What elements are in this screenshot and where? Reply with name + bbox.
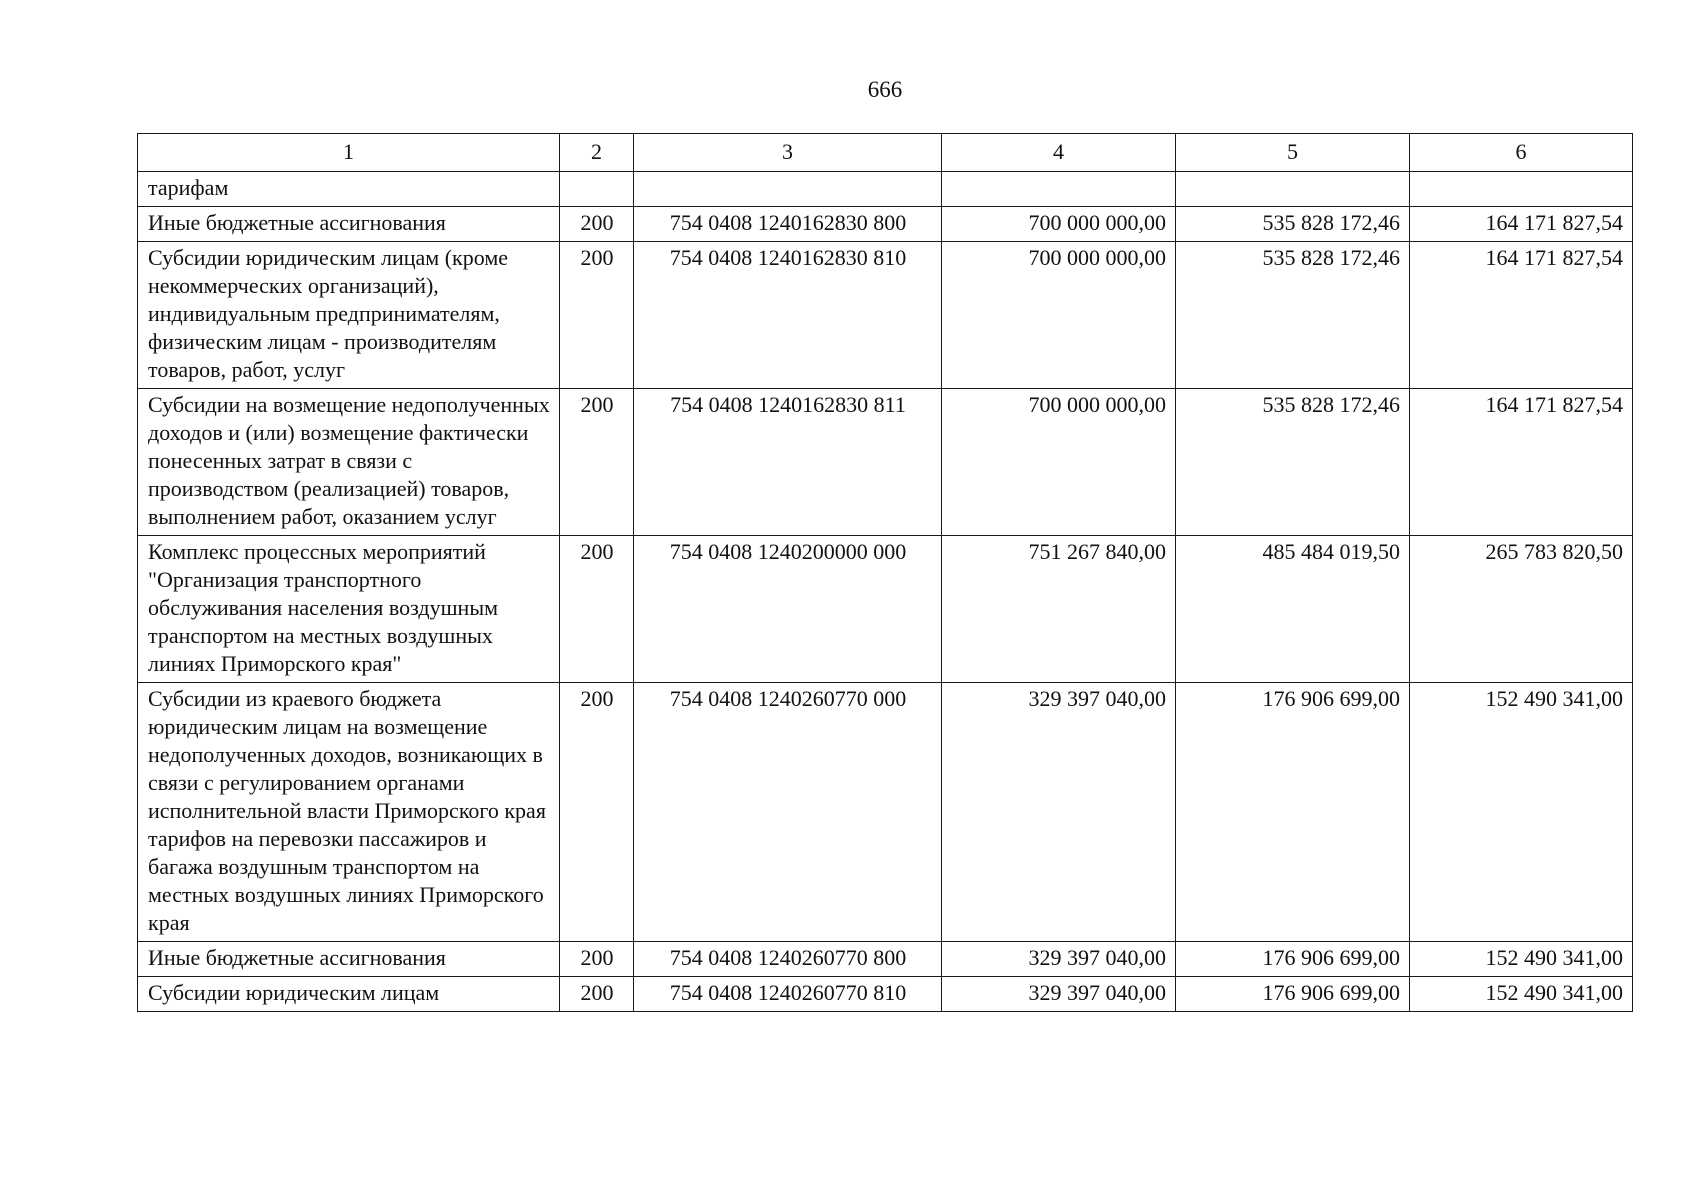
row-name-cell: Иные бюджетные ассигнования: [138, 942, 560, 977]
table-row: [138, 942, 1633, 977]
row-col2-cell: 200: [560, 242, 634, 389]
row-code-cell: 754 0408 1240162830 800: [634, 207, 942, 242]
row-executed-cell: 535 828 172,46: [1176, 242, 1410, 389]
row-name-cell: Субсидии юридическим лицам: [138, 977, 560, 1012]
row-remainder-cell: [1410, 172, 1633, 207]
row-remainder-cell: 164 171 827,54: [1410, 242, 1633, 389]
row-executed-cell: 176 906 699,00: [1176, 977, 1410, 1012]
row-code-cell: 754 0408 1240162830 810: [634, 242, 942, 389]
row-executed-cell: [1176, 172, 1410, 207]
row-name-cell: Комплекс процессных мероприятий "Организация транспортного обслуживания населения воздушным транспортом на местных воздушных линиях Приморского края": [138, 536, 560, 683]
row-executed-cell: 535 828 172,46: [1176, 207, 1410, 242]
row-col2-cell: 200: [560, 683, 634, 942]
table-header-row: [138, 134, 1633, 172]
row-code-cell: 754 0408 1240162830 811: [634, 389, 942, 536]
column-header-3: 3: [634, 134, 942, 172]
column-header-5: 5: [1176, 134, 1410, 172]
row-code-cell: 754 0408 1240260770 810: [634, 977, 942, 1012]
table-row: [138, 172, 1633, 207]
table-row: [138, 683, 1633, 942]
row-code-cell: 754 0408 1240260770 000: [634, 683, 942, 942]
row-code-cell: 754 0408 1240200000 000: [634, 536, 942, 683]
row-executed-cell: 485 484 019,50: [1176, 536, 1410, 683]
column-header-2: 2: [560, 134, 634, 172]
column-header-1: 1: [138, 134, 560, 172]
row-remainder-cell: 152 490 341,00: [1410, 683, 1633, 942]
row-remainder-cell: 152 490 341,00: [1410, 942, 1633, 977]
row-col2-cell: 200: [560, 207, 634, 242]
column-header-6: 6: [1410, 134, 1633, 172]
row-plan-cell: [942, 172, 1176, 207]
table-row: [138, 389, 1633, 536]
row-plan-cell: 700 000 000,00: [942, 242, 1176, 389]
row-remainder-cell: 265 783 820,50: [1410, 536, 1633, 683]
row-executed-cell: 535 828 172,46: [1176, 389, 1410, 536]
row-name-cell: тарифам: [138, 172, 560, 207]
row-col2-cell: 200: [560, 536, 634, 683]
row-remainder-cell: 164 171 827,54: [1410, 207, 1633, 242]
row-plan-cell: 329 397 040,00: [942, 942, 1176, 977]
row-plan-cell: 700 000 000,00: [942, 207, 1176, 242]
table-row: [138, 536, 1633, 683]
row-plan-cell: 751 267 840,00: [942, 536, 1176, 683]
column-header-4: 4: [942, 134, 1176, 172]
budget-table: [137, 133, 1633, 1012]
row-col2-cell: 200: [560, 389, 634, 536]
row-executed-cell: 176 906 699,00: [1176, 683, 1410, 942]
row-name-cell: Субсидии из краевого бюджета юридическим лицам на возмещение недополученных доходов, возникающих в связи с регулированием органами исполнительной власти Приморского края тарифов на перевозки пассажиров и багажа воздушным транспортом на местных воздушных линиях Приморского края: [138, 683, 560, 942]
row-remainder-cell: 164 171 827,54: [1410, 389, 1633, 536]
row-executed-cell: 176 906 699,00: [1176, 942, 1410, 977]
row-name-cell: Субсидии на возмещение недополученных доходов и (или) возмещение фактически понесенных затрат в связи с производством (реализацией) товаров, выполнением работ, оказанием услуг: [138, 389, 560, 536]
row-name-cell: Иные бюджетные ассигнования: [138, 207, 560, 242]
table-row: [138, 242, 1633, 389]
row-remainder-cell: 152 490 341,00: [1410, 977, 1633, 1012]
row-col2-cell: 200: [560, 942, 634, 977]
page-number: 666: [867, 77, 903, 102]
row-code-cell: 754 0408 1240260770 800: [634, 942, 942, 977]
row-plan-cell: 700 000 000,00: [942, 389, 1176, 536]
row-plan-cell: 329 397 040,00: [942, 683, 1176, 942]
table-row: [138, 977, 1633, 1012]
row-code-cell: [634, 172, 942, 207]
row-name-cell: Субсидии юридическим лицам (кроме некоммерческих организаций), индивидуальным предпринимателям, физическим лицам - производителям товаров, работ, услуг: [138, 242, 560, 389]
table-row: [138, 207, 1633, 242]
row-col2-cell: [560, 172, 634, 207]
row-plan-cell: 329 397 040,00: [942, 977, 1176, 1012]
row-col2-cell: 200: [560, 977, 634, 1012]
